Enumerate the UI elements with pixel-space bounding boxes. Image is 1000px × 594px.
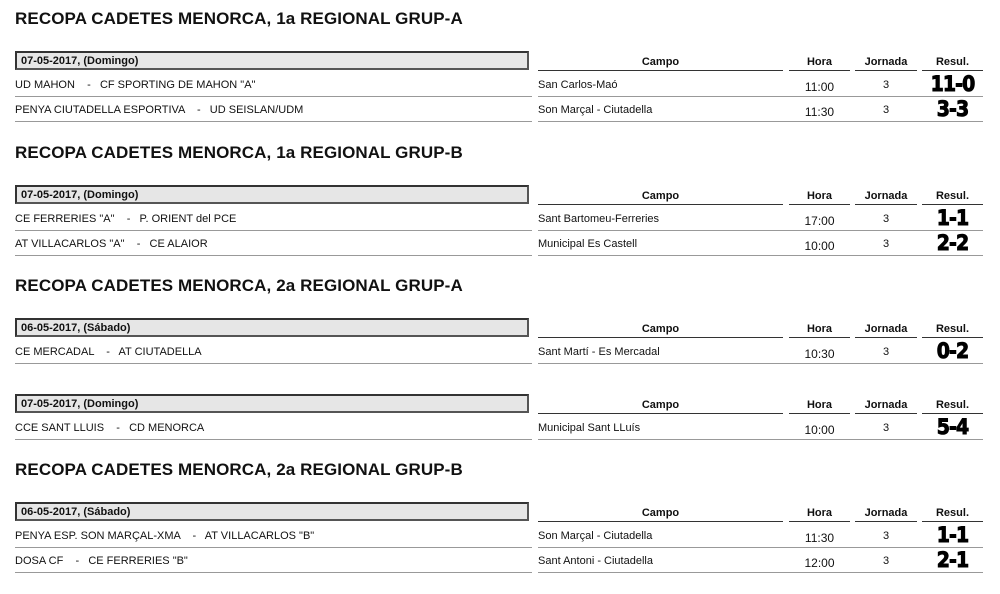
column-header-jornada: Jornada bbox=[855, 189, 917, 205]
match-campo: Sant Martí - Es Mercadal bbox=[538, 346, 660, 358]
row-divider bbox=[538, 363, 983, 364]
column-header-jornada: Jornada bbox=[855, 322, 917, 338]
date-header: 07-05-2017, (Domingo) bbox=[15, 51, 529, 70]
match-hora: 10:30 bbox=[804, 347, 835, 361]
column-header-resul: Resul. bbox=[922, 189, 983, 205]
column-header-campo: Campo bbox=[538, 322, 783, 338]
match-campo: Municipal Es Castell bbox=[538, 238, 638, 250]
match-jornada: 3 bbox=[882, 530, 890, 542]
match-hora: 10:00 bbox=[804, 423, 835, 437]
date-header: 07-05-2017, (Domingo) bbox=[15, 394, 529, 413]
match-teams: CE FERRERIES "A" - P. ORIENT del PCE bbox=[15, 213, 237, 225]
match-campo: Son Marçal - Ciutadella bbox=[538, 530, 653, 542]
column-header-resul: Resul. bbox=[922, 398, 983, 414]
column-header-campo: Campo bbox=[538, 55, 783, 71]
column-header-hora: Hora bbox=[789, 55, 850, 71]
match-row bbox=[15, 74, 983, 97]
match-campo: San Carlos-Maó bbox=[538, 79, 618, 91]
column-header-jornada: Jornada bbox=[855, 398, 917, 414]
match-teams: CE MERCADAL - AT CIUTADELLA bbox=[15, 346, 202, 358]
match-result: 1-1 bbox=[936, 523, 969, 547]
row-divider bbox=[538, 121, 983, 122]
match-row bbox=[15, 233, 983, 256]
match-jornada: 3 bbox=[882, 238, 890, 250]
match-row bbox=[15, 550, 983, 573]
row-divider bbox=[15, 230, 532, 231]
column-header-campo: Campo bbox=[538, 506, 783, 522]
match-result: 5-4 bbox=[936, 415, 969, 439]
match-row bbox=[15, 341, 983, 364]
match-hora: 17:00 bbox=[804, 214, 835, 228]
column-header-hora: Hora bbox=[789, 398, 850, 414]
match-jornada: 3 bbox=[882, 346, 890, 358]
row-divider bbox=[15, 572, 532, 573]
match-jornada: 3 bbox=[882, 213, 890, 225]
match-campo: Sant Antoni - Ciutadella bbox=[538, 555, 653, 567]
row-divider bbox=[538, 96, 983, 97]
date-header: 06-05-2017, (Sábado) bbox=[15, 502, 529, 521]
row-divider bbox=[15, 363, 532, 364]
column-header-hora: Hora bbox=[789, 189, 850, 205]
row-divider bbox=[538, 255, 983, 256]
match-teams: PENYA CIUTADELLA ESPORTIVA - UD SEISLAN/UDM bbox=[15, 104, 304, 116]
match-result: 2-2 bbox=[936, 231, 969, 255]
match-teams: AT VILLACARLOS "A" - CE ALAIOR bbox=[15, 238, 208, 250]
column-header-hora: Hora bbox=[789, 322, 850, 338]
column-header-resul: Resul. bbox=[922, 322, 983, 338]
match-hora: 11:30 bbox=[804, 531, 835, 545]
row-divider bbox=[15, 255, 532, 256]
match-result: 2-1 bbox=[936, 548, 969, 572]
match-jornada: 3 bbox=[882, 555, 890, 567]
match-teams: CCE SANT LLUIS - CD MENORCA bbox=[15, 422, 205, 434]
section-title: RECOPA CADETES MENORCA, 1a REGIONAL GRUP-A bbox=[15, 9, 463, 28]
match-result: 3-3 bbox=[936, 97, 969, 121]
match-row bbox=[15, 208, 983, 231]
match-teams: PENYA ESP. SON MARÇAL-XMA - AT VILLACARLOS "B" bbox=[15, 530, 315, 542]
row-divider bbox=[15, 96, 532, 97]
column-header-resul: Resul. bbox=[922, 506, 983, 522]
match-campo: Son Marçal - Ciutadella bbox=[538, 104, 653, 116]
match-hora: 11:30 bbox=[804, 105, 835, 119]
match-hora: 10:00 bbox=[804, 239, 835, 253]
row-divider bbox=[538, 547, 983, 548]
match-teams: UD MAHON - CF SPORTING DE MAHON "A" bbox=[15, 79, 256, 91]
date-header: 07-05-2017, (Domingo) bbox=[15, 185, 529, 204]
row-divider bbox=[15, 121, 532, 122]
match-row bbox=[15, 417, 983, 440]
column-header-jornada: Jornada bbox=[855, 55, 917, 71]
match-campo: Municipal Sant LLuís bbox=[538, 422, 641, 434]
match-result: 1-1 bbox=[936, 206, 969, 230]
row-divider bbox=[538, 572, 983, 573]
match-jornada: 3 bbox=[882, 104, 890, 116]
column-header-campo: Campo bbox=[538, 398, 783, 414]
match-jornada: 3 bbox=[882, 422, 890, 434]
column-header-hora: Hora bbox=[789, 506, 850, 522]
section-title: RECOPA CADETES MENORCA, 1a REGIONAL GRUP-B bbox=[15, 143, 463, 162]
section-title: RECOPA CADETES MENORCA, 2a REGIONAL GRUP-B bbox=[15, 460, 463, 479]
row-divider bbox=[538, 439, 983, 440]
match-campo: Sant Bartomeu-Ferreries bbox=[538, 213, 660, 225]
section-title: RECOPA CADETES MENORCA, 2a REGIONAL GRUP-A bbox=[15, 276, 463, 295]
column-header-resul: Resul. bbox=[922, 55, 983, 71]
match-hora: 12:00 bbox=[804, 556, 835, 570]
row-divider bbox=[15, 547, 532, 548]
match-row bbox=[15, 99, 983, 122]
match-result: 11-0 bbox=[930, 72, 975, 96]
match-jornada: 3 bbox=[882, 79, 890, 91]
column-header-jornada: Jornada bbox=[855, 506, 917, 522]
row-divider bbox=[15, 439, 532, 440]
match-result: 0-2 bbox=[936, 339, 969, 363]
match-teams: DOSA CF - CE FERRERIES "B" bbox=[15, 555, 188, 567]
row-divider bbox=[538, 230, 983, 231]
match-row bbox=[15, 525, 983, 548]
date-header: 06-05-2017, (Sábado) bbox=[15, 318, 529, 337]
match-hora: 11:00 bbox=[804, 80, 835, 94]
column-header-campo: Campo bbox=[538, 189, 783, 205]
